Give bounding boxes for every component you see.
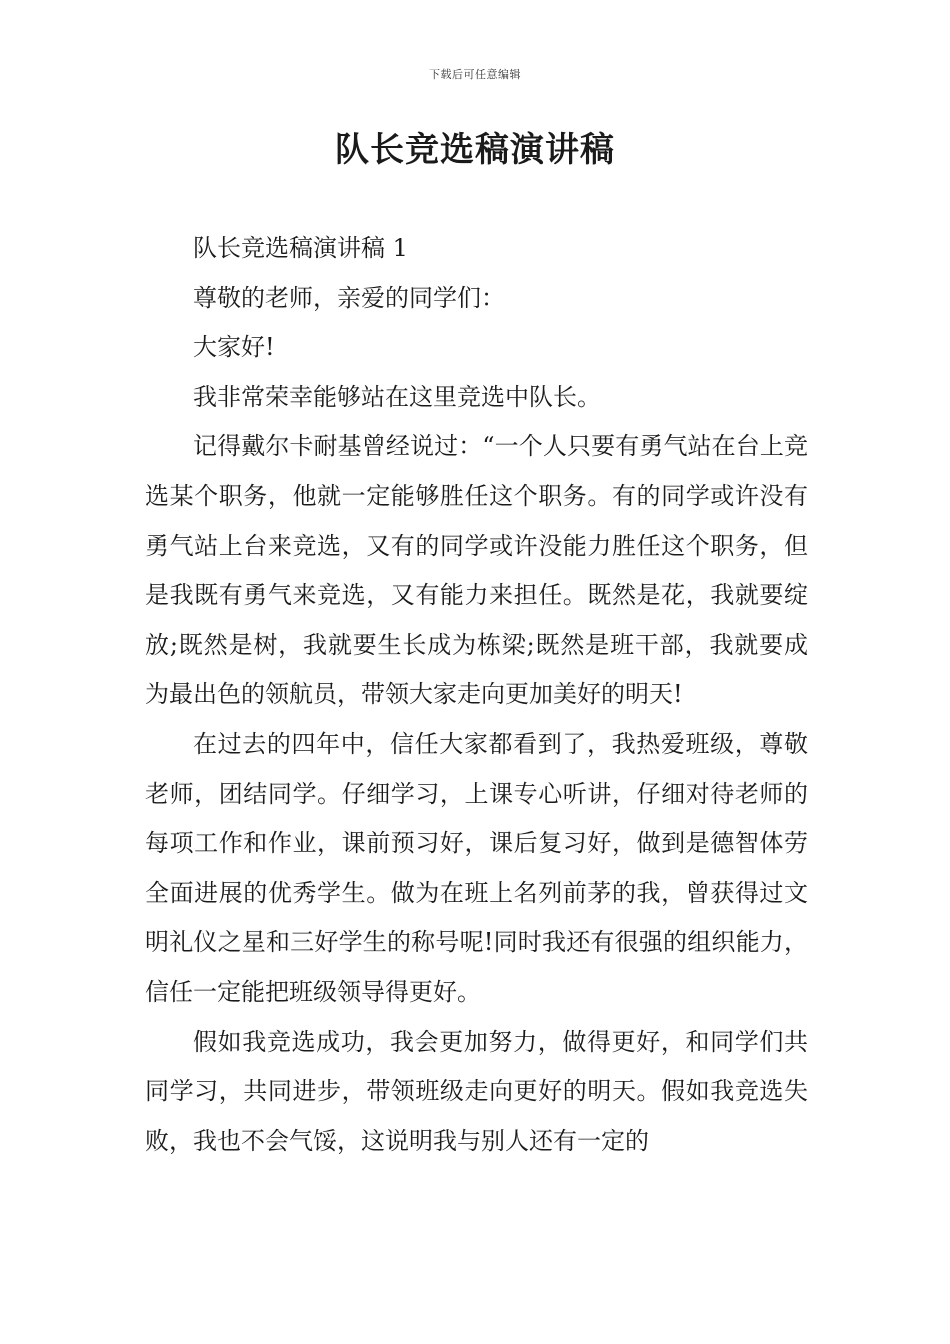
document-body: [145, 224, 808, 1166]
paragraph-achievements: 在过去的四年中，信任大家都看到了，我热爱班级，尊敬老师，团结同学。仔细学习，上课专心听讲，仔细对待老师的每项工作和作业，课前预习好，课后复习好，做到是德智体劳全面进展的优秀学生。做为在班上名列前茅的我，曾获得过文明礼仪之星和三好学生的称号呢!同时我还有很强的组织能力，信任一定能把班级领导得更好。: [145, 729, 808, 1006]
header-note: 下载后可任意编辑: [429, 68, 521, 81]
paragraph-quote: 记得戴尔卡耐基曾经说过：“一个人只要有勇气站在台上竞选某个职务，他就一定能够胜任这个职务。有的同学或许没有勇气站上台来竞选，又有的同学或许没能力胜任这个职务，但是我既有勇气来竞选，又有能力来担任。既然是花，我就要绽放;既然是树，我就要生长成为栋梁;既然是班干部，我就要成为最出色的领航员，带领大家走向更加美好的明天!: [145, 432, 808, 709]
paragraph-salutation: 尊敬的老师，亲爱的同学们：: [193, 283, 505, 312]
paragraph-subtitle: 队长竞选稿演讲稿 1: [193, 234, 408, 262]
paragraph-commitment: 假如我竞选成功，我会更加努力，做得更好，和同学们共同学习，共同进步，带领班级走向更好的明天。假如我竞选失败，我也不会气馁，这说明我与别人还有一定的: [145, 1027, 808, 1155]
document-title: 队长竞选稿演讲稿: [335, 130, 615, 170]
paragraph-intro: 我非常荣幸能够站在这里竞选中队长。: [193, 382, 601, 411]
paragraph-greeting: 大家好!: [193, 333, 275, 362]
